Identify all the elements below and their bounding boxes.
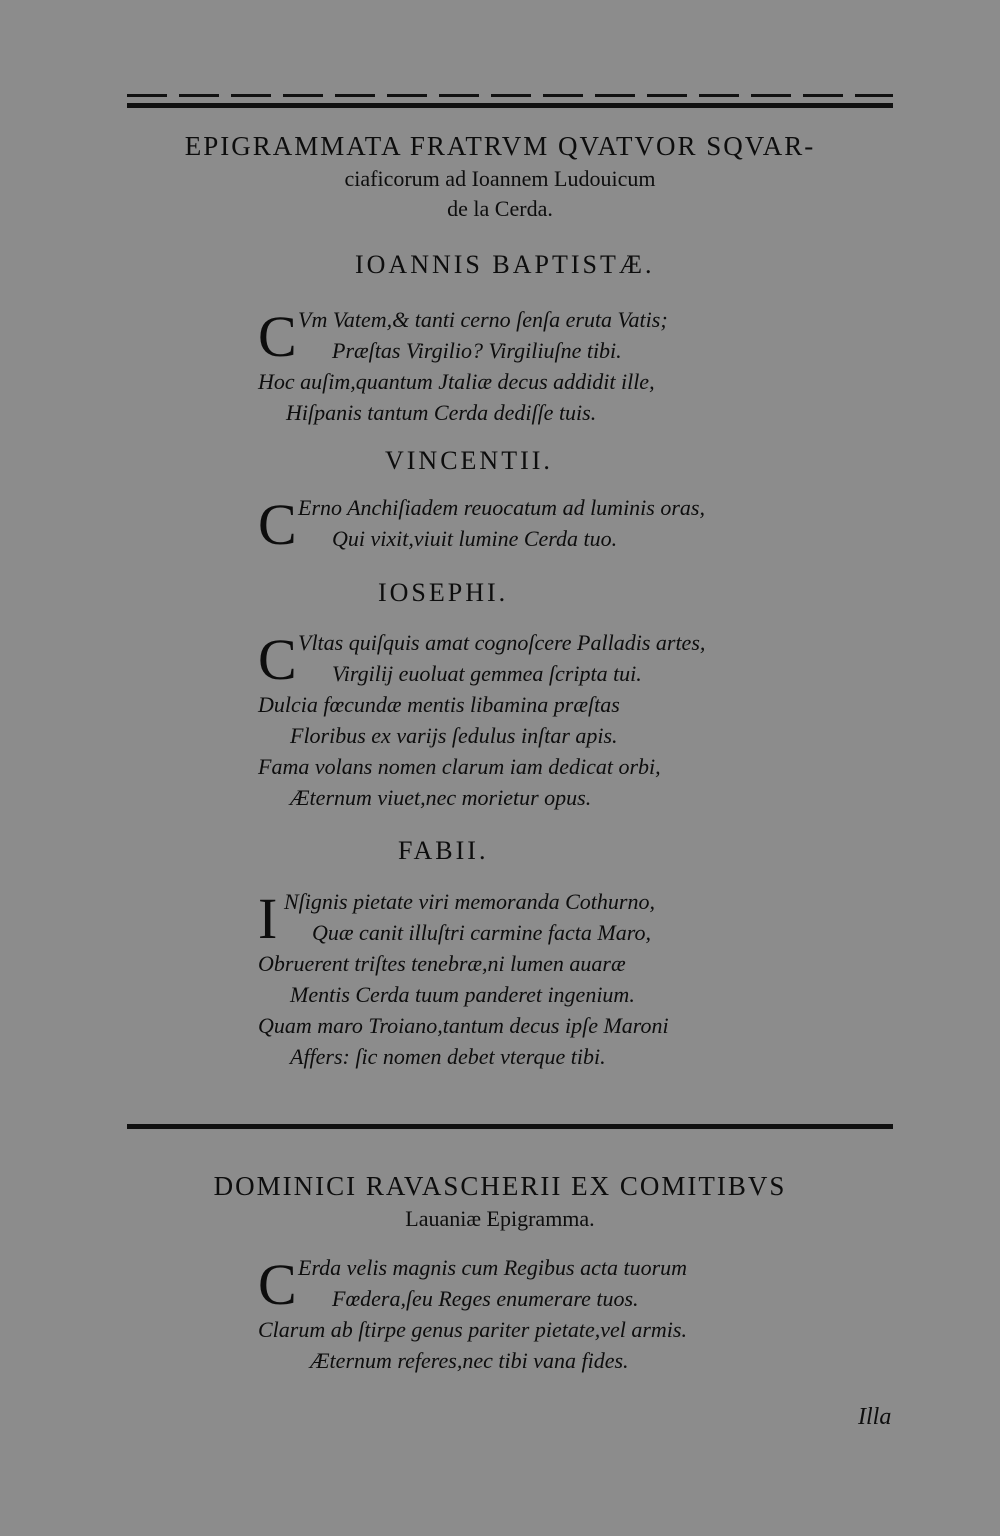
- verse-line: Vm Vatem,& tanti cerno ſenſa eruta Vatis;: [298, 307, 668, 332]
- verse-line: Affers: ſic nomen debet vterque tibi.: [290, 1044, 606, 1069]
- second-title: DOMINICI RAVASCHERII EX COMITIBVS: [213, 1171, 787, 1201]
- subtitle-line-2: de la Cerda.: [447, 196, 553, 221]
- verse-line: Nſignis pietate viri memoranda Cothurno,: [284, 889, 655, 914]
- verse-line: Fœdera,ſeu Reges enumerare tuos.: [332, 1286, 639, 1311]
- verse-line: Præſtas Virgilio? Virgiliuſne tibi.: [332, 338, 622, 363]
- section-divider: [127, 1124, 893, 1129]
- verse-line: Vltas quiſquis amat cognoſcere Palladis artes,: [298, 630, 706, 655]
- verse-line: Fama volans nomen clarum iam dedicat orbi,: [258, 754, 661, 779]
- poem-vincentii: [258, 492, 705, 557]
- verse-line: Dulcia fœcundæ mentis libamina præſtas: [258, 692, 620, 717]
- section-name-ioannis: IOANNIS BAPTISTÆ.: [355, 250, 655, 279]
- drop-capital: C: [258, 492, 297, 557]
- drop-capital: I: [258, 886, 278, 951]
- verse-line: Æternum viuet,nec morietur opus.: [290, 785, 592, 810]
- top-rule: [127, 103, 893, 108]
- poem-fabii: [258, 886, 669, 1072]
- verse-line: Floribus ex varijs ſedulus inſtar apis.: [290, 723, 618, 748]
- verse-line: Obruerent triſtes tenebræ,ni lumen auaræ: [258, 951, 626, 976]
- verse-line: Qui vixit,viuit lumine Cerda tuo.: [332, 526, 618, 551]
- verse-line: Æternum referes,nec tibi vana fides.: [310, 1348, 629, 1373]
- verse-line: Quæ canit illuſtri carmine facta Maro,: [312, 920, 651, 945]
- verse-line: Quam maro Troiano,tantum decus ipſe Maroni: [258, 1013, 669, 1038]
- verse-line: Hiſpanis tantum Cerda dediſſe tuis.: [286, 400, 597, 425]
- verse-line: Hoc auſim,quantum Jtaliæ decus addidit ille,: [258, 369, 655, 394]
- page-title: EPIGRAMMATA FRATRVM QVATVOR SQVAR-: [184, 131, 816, 161]
- section-name-vincentii: VINCENTII.: [385, 446, 553, 475]
- drop-capital: C: [258, 304, 297, 369]
- verse-line: Virgilij euoluat gemmea ſcripta tui.: [332, 661, 642, 686]
- poem-dominici: [258, 1252, 687, 1376]
- poem-ioannis: [258, 304, 668, 428]
- drop-capital: C: [258, 1252, 297, 1317]
- verse-line: Clarum ab ſtirpe genus pariter pietate,vel armis.: [258, 1317, 687, 1342]
- drop-capital: C: [258, 627, 297, 692]
- subtitle-line-1: ciaficorum ad Ioannem Ludouicum: [344, 166, 656, 191]
- section-name-iosephi: IOSEPHI.: [378, 578, 509, 607]
- poem-iosephi: [258, 627, 705, 813]
- section-name-fabii: FABII.: [398, 836, 489, 865]
- second-subtitle: Lauaniæ Epigramma.: [405, 1206, 595, 1231]
- verse-line: Erno Anchiſiadem reuocatum ad luminis oras,: [298, 495, 705, 520]
- verse-line: Erda velis magnis cum Regibus acta tuorum: [298, 1255, 688, 1280]
- catchword: Illa: [858, 1404, 892, 1430]
- verse-line: Mentis Cerda tuum panderet ingenium.: [290, 982, 635, 1007]
